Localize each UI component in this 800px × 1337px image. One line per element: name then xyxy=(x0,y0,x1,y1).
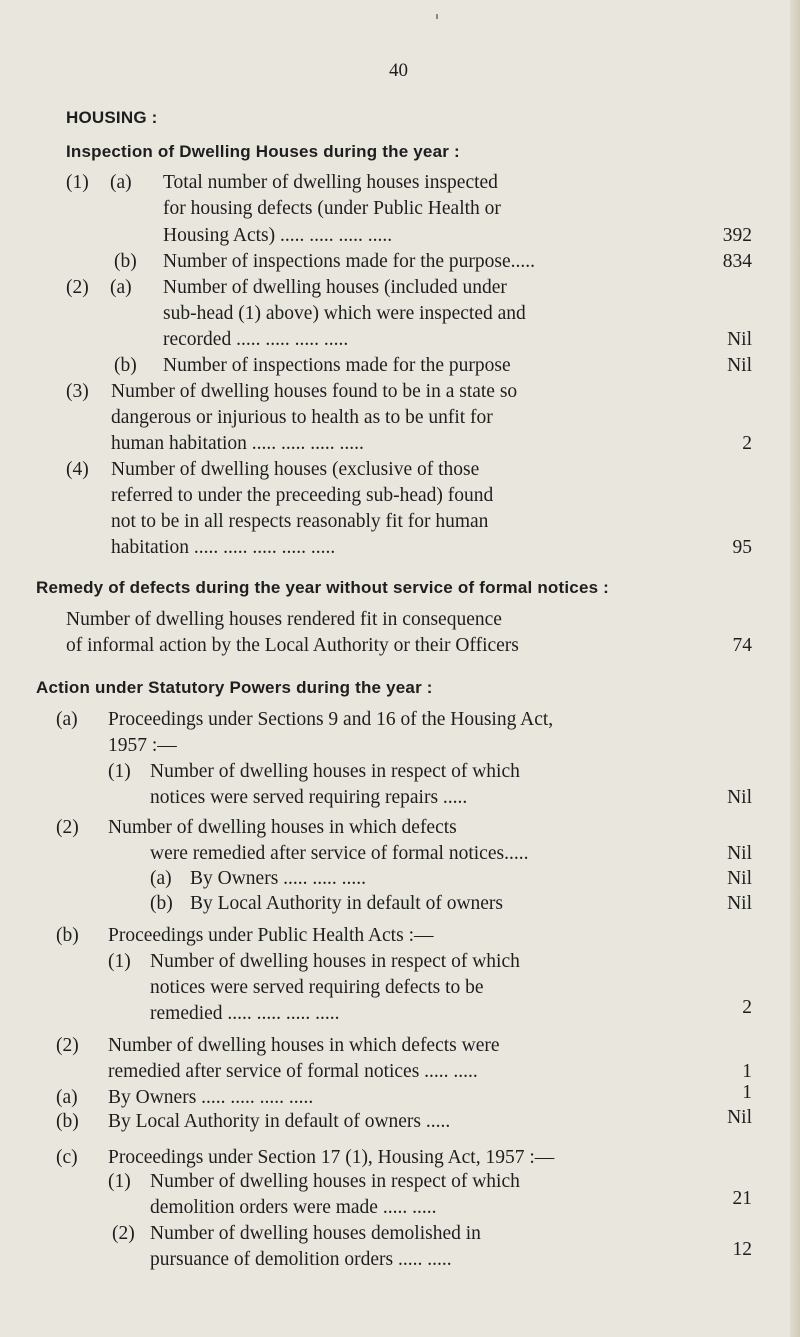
item-text-line: Total number of dwelling houses inspected xyxy=(163,172,498,193)
item-value: 1 xyxy=(742,1061,752,1082)
sub-item-mark: (a) xyxy=(56,1087,78,1108)
remedy-text-line: Number of dwelling houses rendered fit in consequence xyxy=(66,609,502,630)
item-value: 834 xyxy=(722,251,752,272)
page-number: 40 xyxy=(389,60,408,81)
item-text-line: notices were served requiring defects to be xyxy=(150,977,484,998)
item-value: 2 xyxy=(742,997,752,1018)
item-text-line: Housing Acts) ..... ..... ..... ..... xyxy=(163,225,393,246)
item-text-line: not to be in all respects reasonably fit for human xyxy=(111,511,489,532)
item-text-line: Number of dwelling houses in which defects were xyxy=(108,1035,500,1056)
item-text-line: Number of dwelling houses in which defects xyxy=(108,817,457,838)
item-text-line: referred to under the preceeding sub-head) found xyxy=(111,485,494,506)
item-number: (1) xyxy=(108,761,131,782)
sub-item-mark: (a) xyxy=(150,868,172,889)
item-text-line: pursuance of demolition orders ..... ..... xyxy=(150,1249,452,1270)
item-text-line: Number of dwelling houses in respect of which xyxy=(150,1171,520,1192)
sub-item-mark: (b) xyxy=(114,355,137,376)
remedy-text-line: of informal action by the Local Authority or their Officers xyxy=(66,635,519,656)
item-number: (1) xyxy=(108,1171,131,1192)
item-text-line: sub-head (1) above) which were inspected and xyxy=(163,303,526,324)
item-number: (1) xyxy=(108,951,131,972)
item-value: 21 xyxy=(732,1188,752,1209)
item-text-line: Number of dwelling houses in respect of which xyxy=(150,951,520,972)
item-text-line: Number of dwelling houses in respect of which xyxy=(150,761,520,782)
item-text-line: remedied after service of formal notices ..... ..... xyxy=(108,1061,478,1082)
item-text-line: Number of dwelling houses (included under xyxy=(163,277,507,298)
section-mark: (a) xyxy=(56,709,78,730)
item-number: (4) xyxy=(66,459,89,480)
item-value: 12 xyxy=(732,1239,752,1260)
sub-item-mark: (b) xyxy=(150,893,173,914)
item-value: Nil xyxy=(727,329,752,350)
item-number: (2) xyxy=(66,277,89,298)
item-value: 2 xyxy=(742,433,752,454)
item-text-line: Number of inspections made for the purpose xyxy=(163,355,511,376)
item-text-line: notices were served requiring repairs ..... xyxy=(150,787,468,808)
item-text-line: demolition orders were made ..... ..... xyxy=(150,1197,437,1218)
sub-item-mark: (b) xyxy=(114,251,137,272)
action-heading: Action under Statutory Powers during the year : xyxy=(36,678,433,697)
item-text-line: Number of dwelling houses (exclusive of those xyxy=(111,459,480,480)
item-value: Nil xyxy=(727,787,752,808)
item-number: (3) xyxy=(66,381,89,402)
sub-item-mark: (a) xyxy=(110,172,132,193)
item-value: Nil xyxy=(727,868,752,889)
item-value: 392 xyxy=(722,225,752,246)
item-text-line: were remedied after service of formal notices..... xyxy=(150,843,529,864)
item-text-line: human habitation ..... ..... ..... ..... xyxy=(111,433,364,454)
item-text-line: recorded ..... ..... ..... ..... xyxy=(163,329,349,350)
section-text-line: Proceedings under Public Health Acts :— xyxy=(108,925,434,946)
item-number: (2) xyxy=(112,1223,135,1244)
item-value: Nil xyxy=(727,843,752,864)
item-text-line: Number of dwelling houses demolished in xyxy=(150,1223,481,1244)
item-text-line: By Local Authority in default of owners ..... xyxy=(108,1111,451,1132)
item-text-line: remedied ..... ..... ..... ..... xyxy=(150,1003,340,1024)
item-value: Nil xyxy=(727,1107,752,1128)
item-text-line: Number of dwelling houses found to be in a state so xyxy=(111,381,518,402)
section-mark: (b) xyxy=(56,925,79,946)
item-text-line: dangerous or injurious to health as to be unfit for xyxy=(111,407,493,428)
item-value: Nil xyxy=(727,355,752,376)
page-edge xyxy=(790,0,800,1337)
item-text-line: for housing defects (under Public Health or xyxy=(163,198,501,219)
item-value: 95 xyxy=(732,537,752,558)
section-title-housing: HOUSING : xyxy=(66,108,158,127)
item-text-line: By Owners ..... ..... ..... ..... xyxy=(108,1087,314,1108)
item-number: (2) xyxy=(56,817,79,838)
remedy-heading: Remedy of defects during the year without service of formal notices : xyxy=(36,578,610,597)
section-text-line: Proceedings under Sections 9 and 16 of the Housing Act, xyxy=(108,709,554,730)
item-text-line: habitation ..... ..... ..... ..... ..... xyxy=(111,537,336,558)
section-mark: (c) xyxy=(56,1147,78,1168)
item-number: (1) xyxy=(66,172,89,193)
sub-item-mark: (b) xyxy=(56,1111,79,1132)
item-text-line: Number of inspections made for the purpose..... xyxy=(163,251,536,272)
sub-item-mark: (a) xyxy=(110,277,132,298)
remedy-value: 74 xyxy=(732,635,752,656)
inspection-heading: Inspection of Dwelling Houses during the year : xyxy=(66,142,460,161)
item-value: Nil xyxy=(727,893,752,914)
item-text-line: By Owners ..... ..... ..... xyxy=(190,868,367,889)
section-text-line: 1957 :— xyxy=(108,735,177,756)
item-value: 1 xyxy=(742,1082,752,1103)
section-text-line: Proceedings under Section 17 (1), Housing Act, 1957 :— xyxy=(108,1147,555,1168)
item-number: (2) xyxy=(56,1035,79,1056)
item-text-line: By Local Authority in default of owners xyxy=(190,893,504,914)
print-speck xyxy=(436,14,438,19)
